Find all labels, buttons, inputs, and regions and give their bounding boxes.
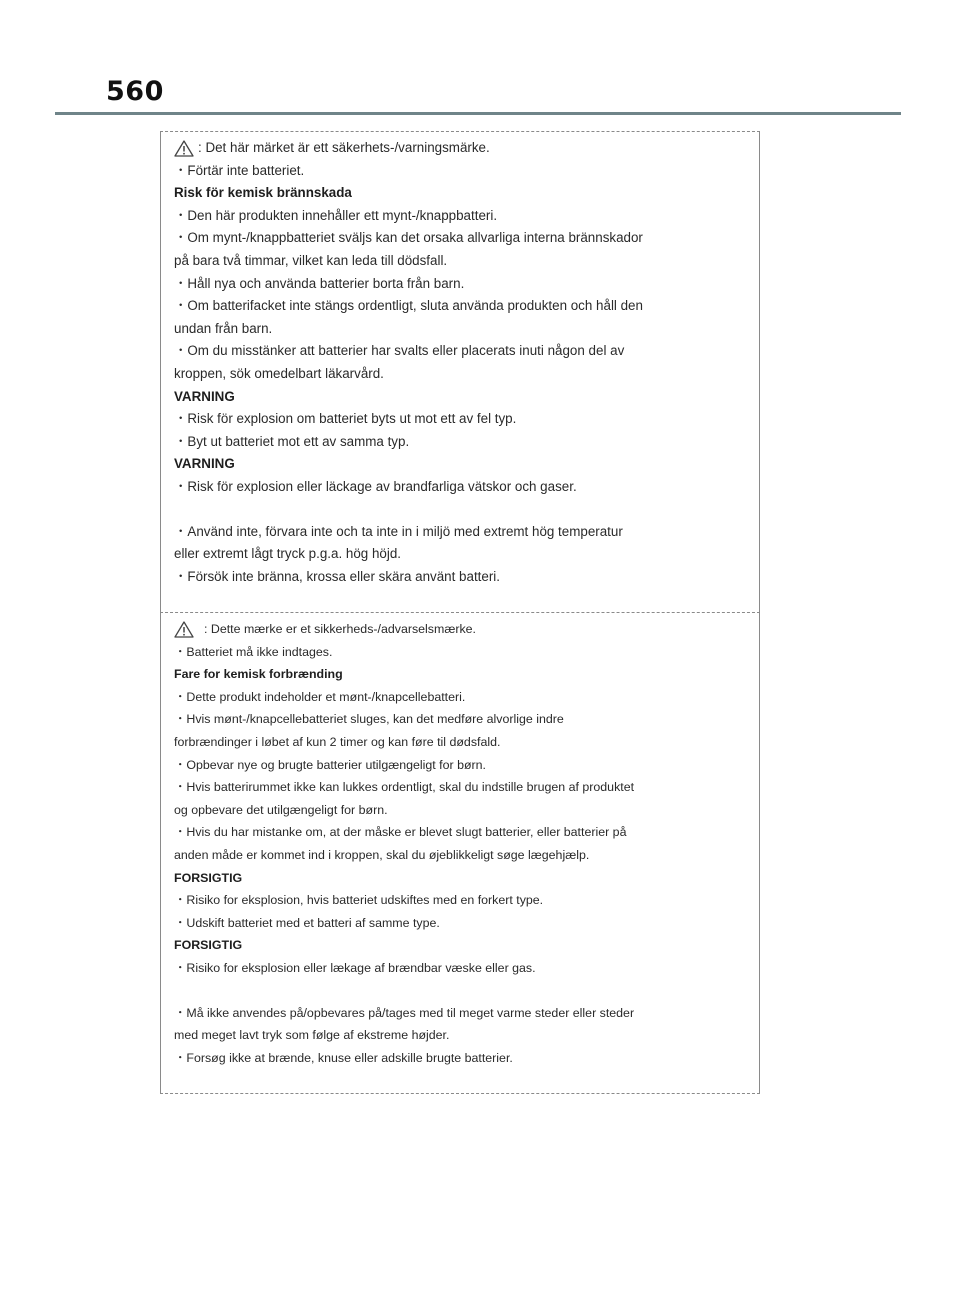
danish-text-line: ・Batteriet må ikke indtages.: [174, 644, 333, 659]
swedish-heading: Risk för kemisk brännskada: [174, 185, 352, 201]
swedish-text-line: eller extremt lågt tryck p.g.a. hög höjd.: [174, 546, 402, 562]
swedish-warning-mark-row: [174, 137, 739, 160]
swedish-text-line: ・Förtär inte batteriet.: [174, 162, 305, 178]
danish-text-line: ・Opbevar nye og brugte batterier utilgængeligt for børn.: [174, 757, 486, 772]
danish-heading: FORSIGTIG: [174, 938, 243, 953]
danish-content: [174, 618, 739, 1069]
swedish-heading: VARNING: [174, 456, 235, 472]
danish-warning-mark-row: [174, 618, 739, 641]
danish-heading: FORSIGTIG: [174, 870, 243, 885]
swedish-text-line: ・Risk för explosion eller läckage av brandfarliga vätskor och gaser.: [174, 478, 577, 494]
danish-text-line: og opbevare det utilgængeligt for børn.: [174, 802, 388, 817]
swedish-text-line: ・Den här produkten innehåller ett mynt-/knappbatteri.: [174, 207, 498, 223]
swedish-content: [174, 137, 739, 588]
danish-warning-section: [160, 612, 760, 1094]
swedish-text-line: ・Om du misstänker att batterier har svalts eller placerats inuti någon del av: [174, 343, 625, 359]
swedish-text-line: ・Om batterifacket inte stängs ordentligt, sluta använda produkten och håll den: [174, 298, 643, 314]
danish-text-line: ・Risiko for eksplosion eller lækage af brændbar væske eller gas.: [174, 960, 536, 975]
swedish-text-line: ・Byt ut batteriet mot ett av samma typ.: [174, 433, 410, 449]
danish-text-line: ・Hvis du har mistanke om, at der måske er blevet slugt batterier, eller batterier på: [174, 825, 627, 840]
danish-text-line: ・Hvis batterirummet ikke kan lukkes ordentligt, skal du indstille brugen af produktet: [174, 780, 635, 795]
warning-triangle-icon: [174, 140, 194, 157]
danish-text-line: ・Må ikke anvendes på/opbevares på/tages med til meget varme steder eller steder: [174, 1005, 635, 1020]
swedish-text-line: ・Försök inte bränna, krossa eller skära använt batteri.: [174, 568, 500, 584]
swedish-warning-mark-text: : Det här märket är ett säkerhets-/varningsmärke.: [198, 140, 490, 155]
swedish-heading: VARNING: [174, 388, 235, 404]
danish-text-line: ・Dette produkt indeholder et mønt-/knapcellebatteri.: [174, 689, 466, 704]
swedish-text-line: ・Risk för explosion om batteriet byts ut mot ett av fel typ.: [174, 411, 517, 427]
danish-text-line: ・Udskift batteriet med et batteri af samme type.: [174, 915, 440, 930]
danish-text-line: forbrændinger i løbet af kun 2 timer og kan føre til dødsfald.: [174, 734, 501, 749]
swedish-text-line: ・Om mynt-/knappbatteriet sväljs kan det orsaka allvarliga interna brännskador: [174, 230, 643, 246]
swedish-text-line: undan från barn.: [174, 320, 273, 336]
swedish-text-line: kroppen, sök omedelbart läkarvård.: [174, 365, 384, 381]
danish-heading: Fare for kemisk forbrænding: [174, 667, 343, 682]
danish-lines: [174, 641, 739, 1070]
danish-text-line: anden måde er kommet ind i kroppen, skal du øjeblikkeligt søge lægehjælp.: [174, 847, 590, 862]
danish-text-line: ・Risiko for eksplosion, hvis batteriet udskiftes med en forkert type.: [174, 893, 544, 908]
swedish-text-line: på bara två timmar, vilket kan leda till dödsfall.: [174, 252, 448, 268]
danish-text-line: ・Hvis mønt-/knapcellebatteriet sluges, kan det medføre alvorlige indre: [174, 712, 564, 727]
warning-triangle-icon: [174, 621, 194, 638]
swedish-text-line: ・Håll nya och använda batterier borta från barn.: [174, 275, 465, 291]
page-number: 560: [106, 76, 164, 107]
danish-warning-mark-text: : Dette mærke er et sikkerheds-/advarselsmærke.: [204, 622, 476, 636]
danish-text-line: ・Forsøg ikke at brænde, knuse eller adskille brugte batterier.: [174, 1050, 513, 1065]
swedish-warning-section: [160, 131, 760, 612]
danish-text-line: med meget lavt tryk som følge af ekstreme højder.: [174, 1028, 450, 1043]
swedish-lines: [174, 160, 739, 589]
header-rule: [55, 112, 901, 115]
swedish-text-line: ・Använd inte, förvara inte och ta inte in i miljö med extremt hög temperatur: [174, 523, 623, 539]
